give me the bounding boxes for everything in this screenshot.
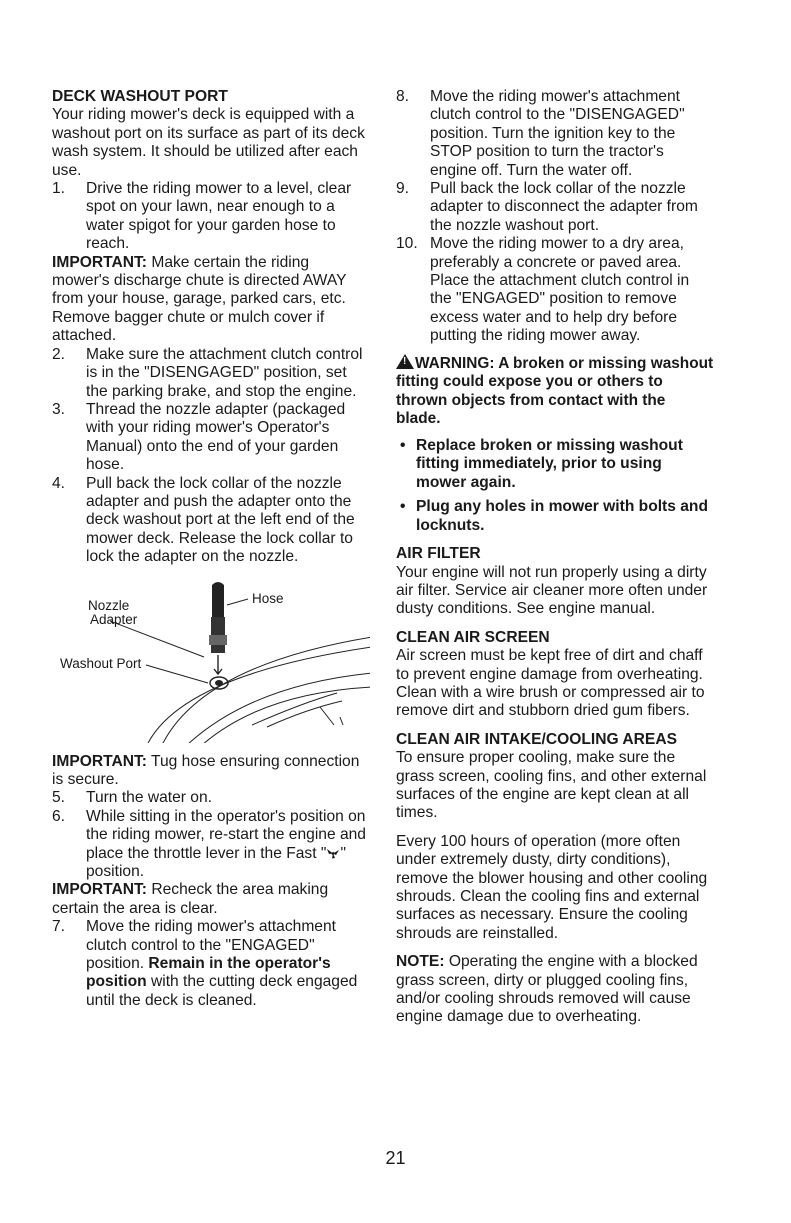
step-text: Pull back the lock collar of the nozzle adapter and push the adapter onto the deck washout port at the left end of the mower deck. Release the lock collar to lock the adapter on the nozzle. xyxy=(86,474,355,566)
important-text: Tug hose ensuring connection is secure. xyxy=(52,752,360,788)
cooling-areas-text-1: To ensure proper cooling, make sure the grass screen, cooling fins, and other external surfaces of the engine are kept clean at all times. xyxy=(396,749,707,822)
washout-diagram xyxy=(52,575,370,743)
step-text: Pull back the lock collar of the nozzle adapter to disconnect the adapter from the nozzle washout port. xyxy=(430,180,698,234)
step-number: 1. xyxy=(52,180,66,198)
important-note-1 xyxy=(52,254,370,346)
deck-detail xyxy=(320,707,343,725)
steps-list-4 xyxy=(52,918,370,1010)
step-number: 8. xyxy=(396,88,410,105)
label-nozzle: Nozzle xyxy=(88,597,130,613)
step-9 xyxy=(396,180,714,235)
step-8 xyxy=(396,88,714,180)
step-4 xyxy=(52,475,370,567)
steps-list-2 xyxy=(52,346,370,567)
step-5 xyxy=(52,789,370,807)
step-3 xyxy=(52,401,370,475)
note-paragraph xyxy=(396,953,714,1027)
step-text: Move the riding mower to a dry area, preferably a concrete or paved area. Place the attachment clutch control in the "ENGAGED" position to remove excess water and to help dry before putting the riding mower away. xyxy=(430,235,690,345)
warning-icon xyxy=(396,354,414,369)
bullet-item: • Replace broken or missing washout fitting immediately, prior to using mower again. xyxy=(396,437,714,492)
hose-shape xyxy=(212,582,224,617)
important-text: Recheck the area making certain the area is clear. xyxy=(52,881,329,917)
steps-list-1 xyxy=(52,180,370,254)
step-number: 9. xyxy=(396,180,410,198)
note-label: NOTE: xyxy=(396,953,445,971)
hose-leader-line xyxy=(227,599,248,605)
step-number: 2. xyxy=(52,345,66,363)
step-text: While sitting in the operator's position on the riding mower, re-start the engine and place the throttle lever in the Fast " xyxy=(86,807,366,862)
washout-leader-line xyxy=(146,665,208,683)
important-label: IMPORTANT: xyxy=(52,253,147,271)
warning-bullets xyxy=(396,437,714,535)
air-filter-text: Your engine will not run properly using a dirty air filter. Service air cleaner more often under dusty conditions. See engine manual. xyxy=(396,563,708,618)
arrow-down-icon xyxy=(214,655,222,674)
step-number: 10. xyxy=(396,235,418,253)
deck-washout-heading: DECK WASHOUT PORT xyxy=(52,88,228,105)
steps-list-3 xyxy=(52,789,370,881)
step-text: Make sure the attachment clutch control is in the "DISENGAGED" position, set the parking brake, and stop the engine. xyxy=(86,345,363,400)
step-7 xyxy=(52,918,370,1010)
step-1 xyxy=(52,180,370,254)
important-note-3 xyxy=(52,881,370,918)
label-hose: Hose xyxy=(252,590,284,606)
step-6 xyxy=(52,808,370,882)
fast-throttle-icon xyxy=(326,848,340,859)
warning-block xyxy=(396,354,714,429)
step-text: Thread the nozzle adapter (packaged with your riding mower's Operator's Manual) onto the end of your garden hose. xyxy=(86,400,346,474)
deck-washout-intro: Your riding mower's deck is equipped with a washout port on its surface as part of its deck wash system. It should be utilized after each use. xyxy=(52,106,365,179)
washout-port-hole xyxy=(215,680,223,686)
important-text: Make certain the riding mower's discharge chute is directed AWAY from your house, garage, parked cars, etc. Remove bagger chute or mulch cover if attached. xyxy=(52,253,347,345)
step-text: Move the riding mower's attachment clutch control to the "DISENGAGED" position. Turn the ignition key to the STOP position to turn the tractor's engine off. Turn the water off. xyxy=(430,88,685,179)
step-text-bold: Remain in the operator's position xyxy=(86,955,331,991)
cooling-areas-text-2: Every 100 hours of operation (more often under extremely dusty, dirty conditions), remove the blower housing and other cooling shrouds. Clean the cooling fins and external surfaces as necessary. Ensure the cooling shrouds are reinstalled. xyxy=(396,832,708,942)
step-text: Drive the riding mower to a level, clear spot on your lawn, near enough to a water spigot for your garden hose to reach. xyxy=(86,180,352,253)
important-label: IMPORTANT: xyxy=(52,752,147,770)
step-text: Turn the water on. xyxy=(86,789,212,807)
step-10 xyxy=(396,235,714,345)
step-number: 4. xyxy=(52,474,66,492)
bullet-item: • Plug any holes in mower with bolts and locknuts. xyxy=(396,498,714,535)
step-number: 7. xyxy=(52,918,66,936)
step-text: Move the riding mower's attachment clutch control to the "ENGAGED" position. xyxy=(86,918,336,973)
left-column xyxy=(52,88,370,1010)
important-note-2 xyxy=(52,753,370,790)
right-column xyxy=(396,88,714,1027)
step-text-end: " position. xyxy=(86,844,346,880)
step-2 xyxy=(52,346,370,401)
deck-edge-line xyxy=(147,647,370,743)
steps-list-5 xyxy=(396,88,714,346)
step-number: 3. xyxy=(52,400,66,418)
lock-collar-shape xyxy=(209,635,227,645)
label-adapter: Adapter xyxy=(90,611,138,627)
clean-air-screen-heading: CLEAN AIR SCREEN xyxy=(396,628,550,646)
deck-edge-line xyxy=(187,673,370,743)
step-number: 6. xyxy=(52,807,66,825)
cooling-areas-heading: CLEAN AIR INTAKE/COOLING AREAS xyxy=(396,730,677,748)
step-text-end: with the cutting deck engaged until the deck is cleaned. xyxy=(86,973,358,1009)
page-number: 21 xyxy=(385,1148,406,1168)
air-filter-heading: AIR FILTER xyxy=(396,545,481,563)
step-number: 5. xyxy=(52,789,66,807)
warning-text: WARNING: A broken or missing washout fitting could expose you or others to thrown objects from contact with the blade. xyxy=(396,354,714,428)
note-text: Operating the engine with a blocked grass screen, dirty or plugged cooling fins, and/or cooling shrouds removed will cause engine damage due to overheating. xyxy=(396,953,698,1026)
clean-air-screen-text: Air screen must be kept free of dirt and chaff to prevent engine damage from overheating. Clean with a wire brush or compressed air to remove dirt and stubborn dried gum fibers. xyxy=(396,647,705,720)
label-washout-port: Washout Port xyxy=(60,655,142,671)
important-label: IMPORTANT: xyxy=(52,881,147,899)
